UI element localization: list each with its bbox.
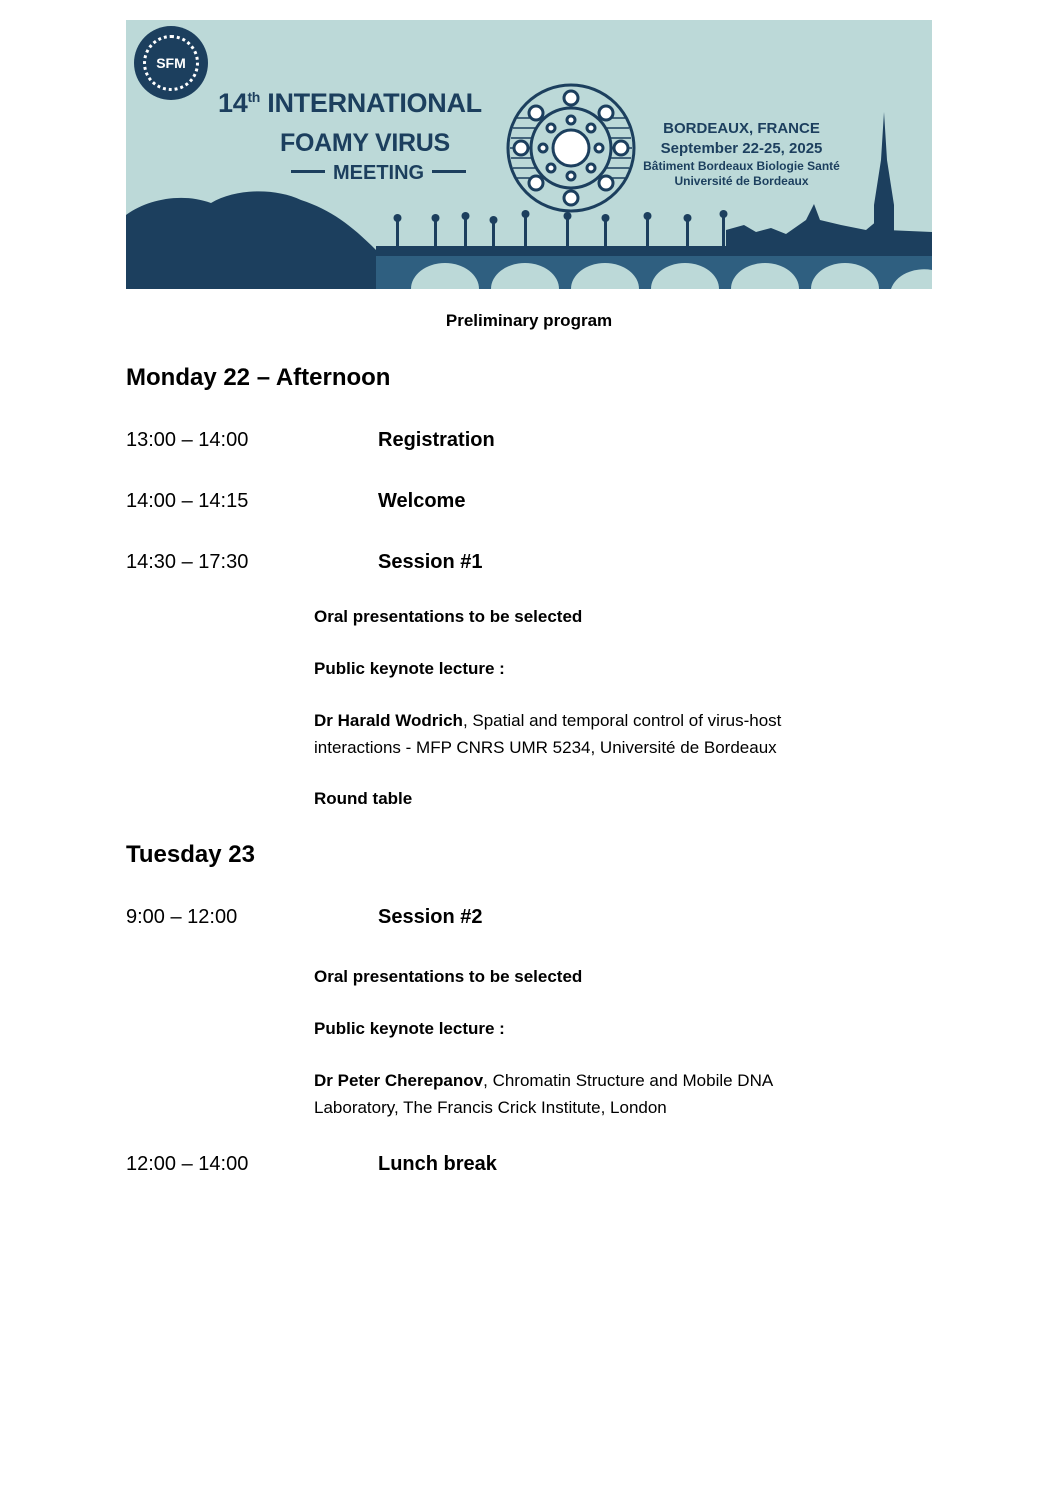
keynote-speaker: Dr Peter Cherepanov, Chromatin Structure and Mobile DNA Laboratory, The Francis Crick Institute, London [314,1071,774,1117]
sfm-logo-text: SFM [156,55,186,71]
meeting-dates: September 22-25, 2025 [660,140,823,157]
meeting-venue-line1: Bâtiment Bordeaux Biologie Santé [643,159,840,173]
day-heading-tuesday: Tuesday 23 [126,841,255,868]
slot-time: 14:30 – 17:30 [126,551,249,573]
meeting-venue-line2: Université de Bordeaux [674,174,809,188]
slot-time: 12:00 – 14:00 [126,1153,249,1175]
program-heading: Preliminary program [445,311,613,330]
slot-label: Welcome [378,490,466,512]
oral-presentations-note: Oral presentations to be selected [314,607,583,626]
meeting-title-line1: 14th INTERNATIONAL [218,88,482,118]
round-table-note: Round table [314,789,413,808]
meeting-title-line2: FOAMY VIRUS [280,129,450,157]
speaker-name: Dr Harald Wodrich [314,711,463,730]
slot-time: 14:00 – 14:15 [126,490,249,512]
sfm-logo [134,26,208,100]
keynote-heading: Public keynote lecture : [314,1019,505,1038]
meeting-title-line3: MEETING [283,162,474,185]
oral-presentations-note: Oral presentations to be selected [314,967,583,986]
slot-time: 13:00 – 14:00 [126,429,249,451]
keynote-speaker: Dr Harald Wodrich, Spatial and temporal control of virus-host interactions - MFP CNRS UMR 5234, Université de Bordeaux [314,711,782,757]
day-heading-monday: Monday 22 – Afternoon [126,364,391,391]
keynote-heading: Public keynote lecture : [314,659,505,678]
slot-label: Registration [378,429,495,451]
slot-label: Session #1 [378,551,483,573]
slot-time: 9:00 – 12:00 [126,906,238,928]
conference-banner [126,20,932,289]
slot-label: Lunch break [378,1153,497,1175]
meeting-location: BORDEAUX, FRANCE [663,120,820,137]
slot-label: Session #2 [378,906,483,928]
speaker-name: Dr Peter Cherepanov [314,1071,484,1090]
